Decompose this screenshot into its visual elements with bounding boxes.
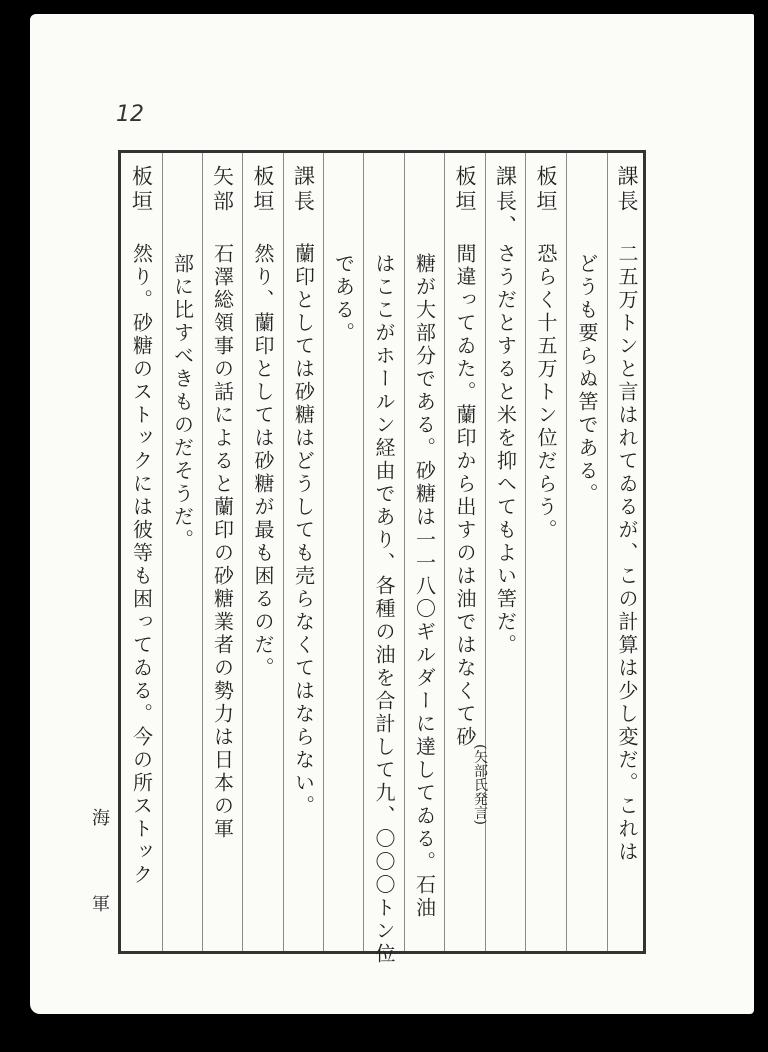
line-text: 蘭印としては砂糖はどうしても売らなくてはならない。 bbox=[291, 243, 316, 818]
line-12 bbox=[162, 153, 202, 951]
line-13 bbox=[121, 153, 162, 951]
line-4 bbox=[485, 153, 525, 951]
line-11 bbox=[202, 153, 242, 951]
line-1 bbox=[607, 153, 646, 951]
margin-note: (矢部氏発言) bbox=[472, 744, 488, 825]
side-stamp-1: 海 bbox=[92, 808, 110, 829]
line-text: 石澤総領事の話によると蘭印の砂糖業者の勢力は日本の軍 bbox=[210, 243, 235, 841]
document-page bbox=[30, 14, 754, 1014]
line-3 bbox=[525, 153, 566, 951]
manuscript-grid bbox=[118, 150, 646, 966]
page-number: 12 bbox=[116, 102, 144, 127]
speaker: 板垣 bbox=[453, 165, 477, 215]
side-stamp-2: 軍 bbox=[92, 894, 110, 915]
speaker: 板垣 bbox=[251, 165, 275, 215]
speaker: 板垣 bbox=[129, 165, 154, 215]
line-10 bbox=[242, 153, 283, 951]
speaker: 板垣 bbox=[534, 165, 558, 215]
line-text: 然り。砂糖のストックには彼等も困ってゐる。今の所ストック bbox=[129, 243, 154, 887]
line-text: 然り、蘭印としては砂糖が最も困るのだ。 bbox=[251, 243, 275, 680]
line-2 bbox=[566, 153, 607, 951]
line-text: 部に比すべきものだそうだ。 bbox=[170, 253, 195, 552]
line-5 bbox=[444, 153, 485, 951]
speaker: 矢部 bbox=[210, 165, 235, 215]
line-text: である。 bbox=[331, 253, 356, 345]
speaker: 課長 bbox=[615, 165, 639, 215]
line-text: 恐らく十五万トン位だらう。 bbox=[534, 243, 558, 542]
line-7 bbox=[363, 153, 404, 966]
line-8 bbox=[323, 153, 363, 951]
speaker: 課長、 bbox=[493, 165, 518, 240]
line-text: 二五万トンと言はれてゐるが、この計算は少し変だ。これは bbox=[615, 243, 639, 864]
line-text: 間違ってゐた。蘭印から出すのは油ではなくて砂 bbox=[453, 243, 477, 749]
line-text: さうだとすると米を抑へてもよい筈だ。 bbox=[493, 243, 518, 657]
line-text: どうも要らぬ筈である。 bbox=[575, 253, 599, 506]
speaker: 課長 bbox=[291, 165, 316, 215]
line-6 bbox=[404, 153, 444, 951]
line-9 bbox=[283, 153, 323, 951]
line-text: 糖が大部分である。砂糖は一一八〇ギルダーに達してゐる。石油 bbox=[412, 253, 437, 920]
line-text: はここがホールン経由であり、各種の油を合計して九、〇〇〇トン位 bbox=[372, 253, 396, 966]
